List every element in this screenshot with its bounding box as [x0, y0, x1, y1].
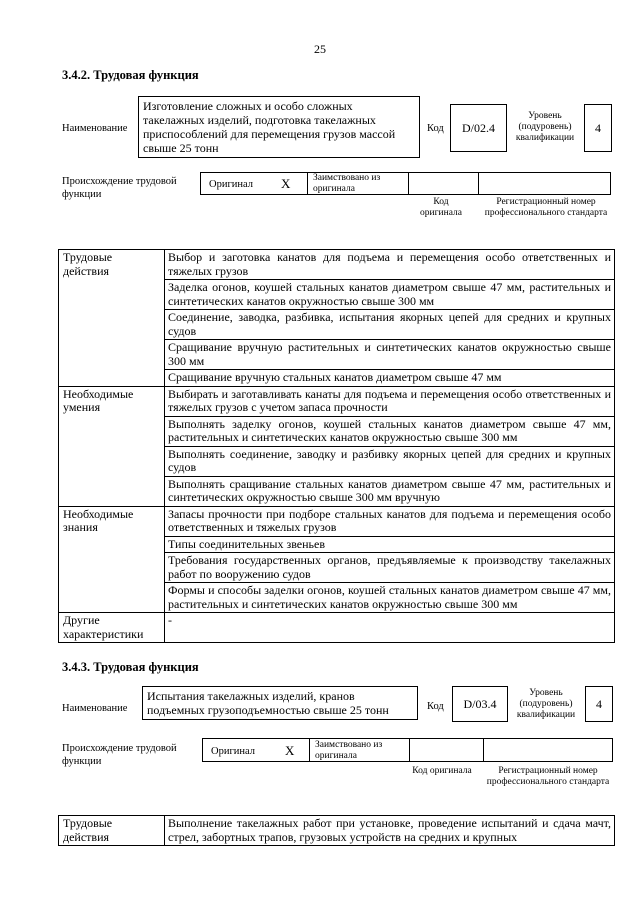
table-row	[59, 613, 615, 643]
item-cell: Соединение, заводка, разбивка, испытания якорных цепей для средних и крупных судов	[165, 310, 615, 340]
origin-label-343: Происхождение трудовой функции	[62, 743, 177, 767]
category-cell: Трудовые действия	[59, 816, 165, 846]
original-label-343: Оригинал	[211, 746, 255, 757]
divider	[483, 739, 484, 761]
work-function-table-343	[58, 815, 615, 846]
table-row	[59, 250, 615, 280]
original-mark-342: X	[281, 176, 291, 191]
item-cell: Выполнять сращивание стальных канатов диаметром свыше 47 мм, растительных и синтетических окружностью свыше 300 мм вручную	[165, 476, 615, 506]
level-value-342: 4	[584, 104, 612, 152]
origin-code-caption-343: Код оригинала	[412, 766, 472, 776]
borrowed-label-343: Заимствовано из оригинала	[315, 740, 383, 761]
divider	[478, 173, 479, 194]
item-cell: Выполнять соединение, заводку и разбивку якорных цепей для средних и крупных судов	[165, 446, 615, 476]
borrowed-label-342: Заимствовано из оригинала	[313, 173, 381, 194]
code-label-342: Код	[427, 123, 444, 134]
divider	[409, 739, 410, 761]
item-cell: Типы соединительных звеньев	[165, 536, 615, 553]
item-cell: Выбирать и заготавливать канаты для подъема и перемещения особо ответственных и тяжелых грузов с учетом запаса прочности	[165, 386, 615, 416]
reg-number-caption-342: Регистрационный номер профессионального стандарта	[484, 197, 608, 218]
item-cell: Сращивание вручную растительных и синтетических канатов окружностью свыше 300 мм	[165, 340, 615, 370]
origin-row-342	[200, 172, 611, 195]
name-label-342: Наименование	[62, 123, 128, 134]
category-cell: Необходимые умения	[59, 386, 165, 506]
origin-code-caption-342: Код оригинала	[420, 197, 462, 218]
origin-row-343	[202, 738, 613, 762]
item-cell: Выполнение такелажных работ при установке, проведение испытаний и сдача мачт, стрел, забортных трапов, грузовых устройств на средних и крупных	[165, 816, 615, 846]
item-cell: Сращивание вручную стальных канатов диаметром свыше 47 мм	[165, 370, 615, 387]
table-row	[59, 386, 615, 416]
original-mark-343: X	[285, 743, 295, 758]
table-row	[59, 506, 615, 536]
work-function-table-342	[58, 249, 615, 643]
divider	[309, 739, 310, 761]
origin-label-342: Происхождение трудовой функции	[62, 176, 177, 200]
level-value-343: 4	[585, 686, 613, 722]
section-title-343: 3.4.3. Трудовая функция	[62, 660, 199, 674]
section-title-342: 3.4.2. Трудовая функция	[62, 68, 199, 82]
item-cell: Формы и способы заделки огонов, коушей стальных канатов диаметром свыше 47 мм, растительных и синтетических канатов окружностью свыше 300 мм	[165, 583, 615, 613]
name-value-342: Изготовление сложных и особо сложных такелажных изделий, подготовка такелажных приспособлений для перемещения грузов массой свыше 25 тонн	[138, 96, 420, 158]
item-cell: Заделка огонов, коушей стальных канатов диаметром свыше 47 мм, растительных и синтетических канатов окружностью свыше 300 мм	[165, 280, 615, 310]
category-cell: Необходимые знания	[59, 506, 165, 613]
table-clip-343	[58, 815, 618, 850]
original-label-342: Оригинал	[209, 179, 253, 190]
code-label-343: Код	[427, 701, 444, 712]
item-cell: Выполнять заделку огонов, коушей стальных канатов диаметром свыше 47 мм, растительных и синтетических канатов окружностью свыше 300 мм	[165, 416, 615, 446]
item-cell: -	[165, 613, 615, 643]
item-cell: Требования государственных органов, предъявляемые к производству такелажных работ по вооружению судов	[165, 553, 615, 583]
divider	[307, 173, 308, 194]
divider	[408, 173, 409, 194]
reg-number-caption-343: Регистрационный номер профессионального стандарта	[486, 766, 610, 787]
code-value-342: D/02.4	[450, 104, 507, 152]
code-value-343: D/03.4	[452, 686, 508, 722]
category-cell: Трудовые действия	[59, 250, 165, 387]
table-row	[59, 816, 615, 846]
level-label-343: Уровень (подуровень) квалификации	[516, 687, 576, 720]
level-label-342: Уровень (подуровень) квалификации	[515, 110, 575, 143]
item-cell: Выбор и заготовка канатов для подъема и перемещения особо ответственных и тяжелых грузов	[165, 250, 615, 280]
name-value-343: Испытания такелажных изделий, кранов подъемных грузоподъемностью свыше 25 тонн	[142, 686, 418, 720]
item-cell: Запасы прочности при подборе стальных канатов для подъема и перемещения особо ответственных и тяжелых грузов	[165, 506, 615, 536]
page-number: 25	[314, 42, 326, 56]
category-cell: Другие характеристики	[59, 613, 165, 643]
name-label-343: Наименование	[62, 703, 128, 714]
